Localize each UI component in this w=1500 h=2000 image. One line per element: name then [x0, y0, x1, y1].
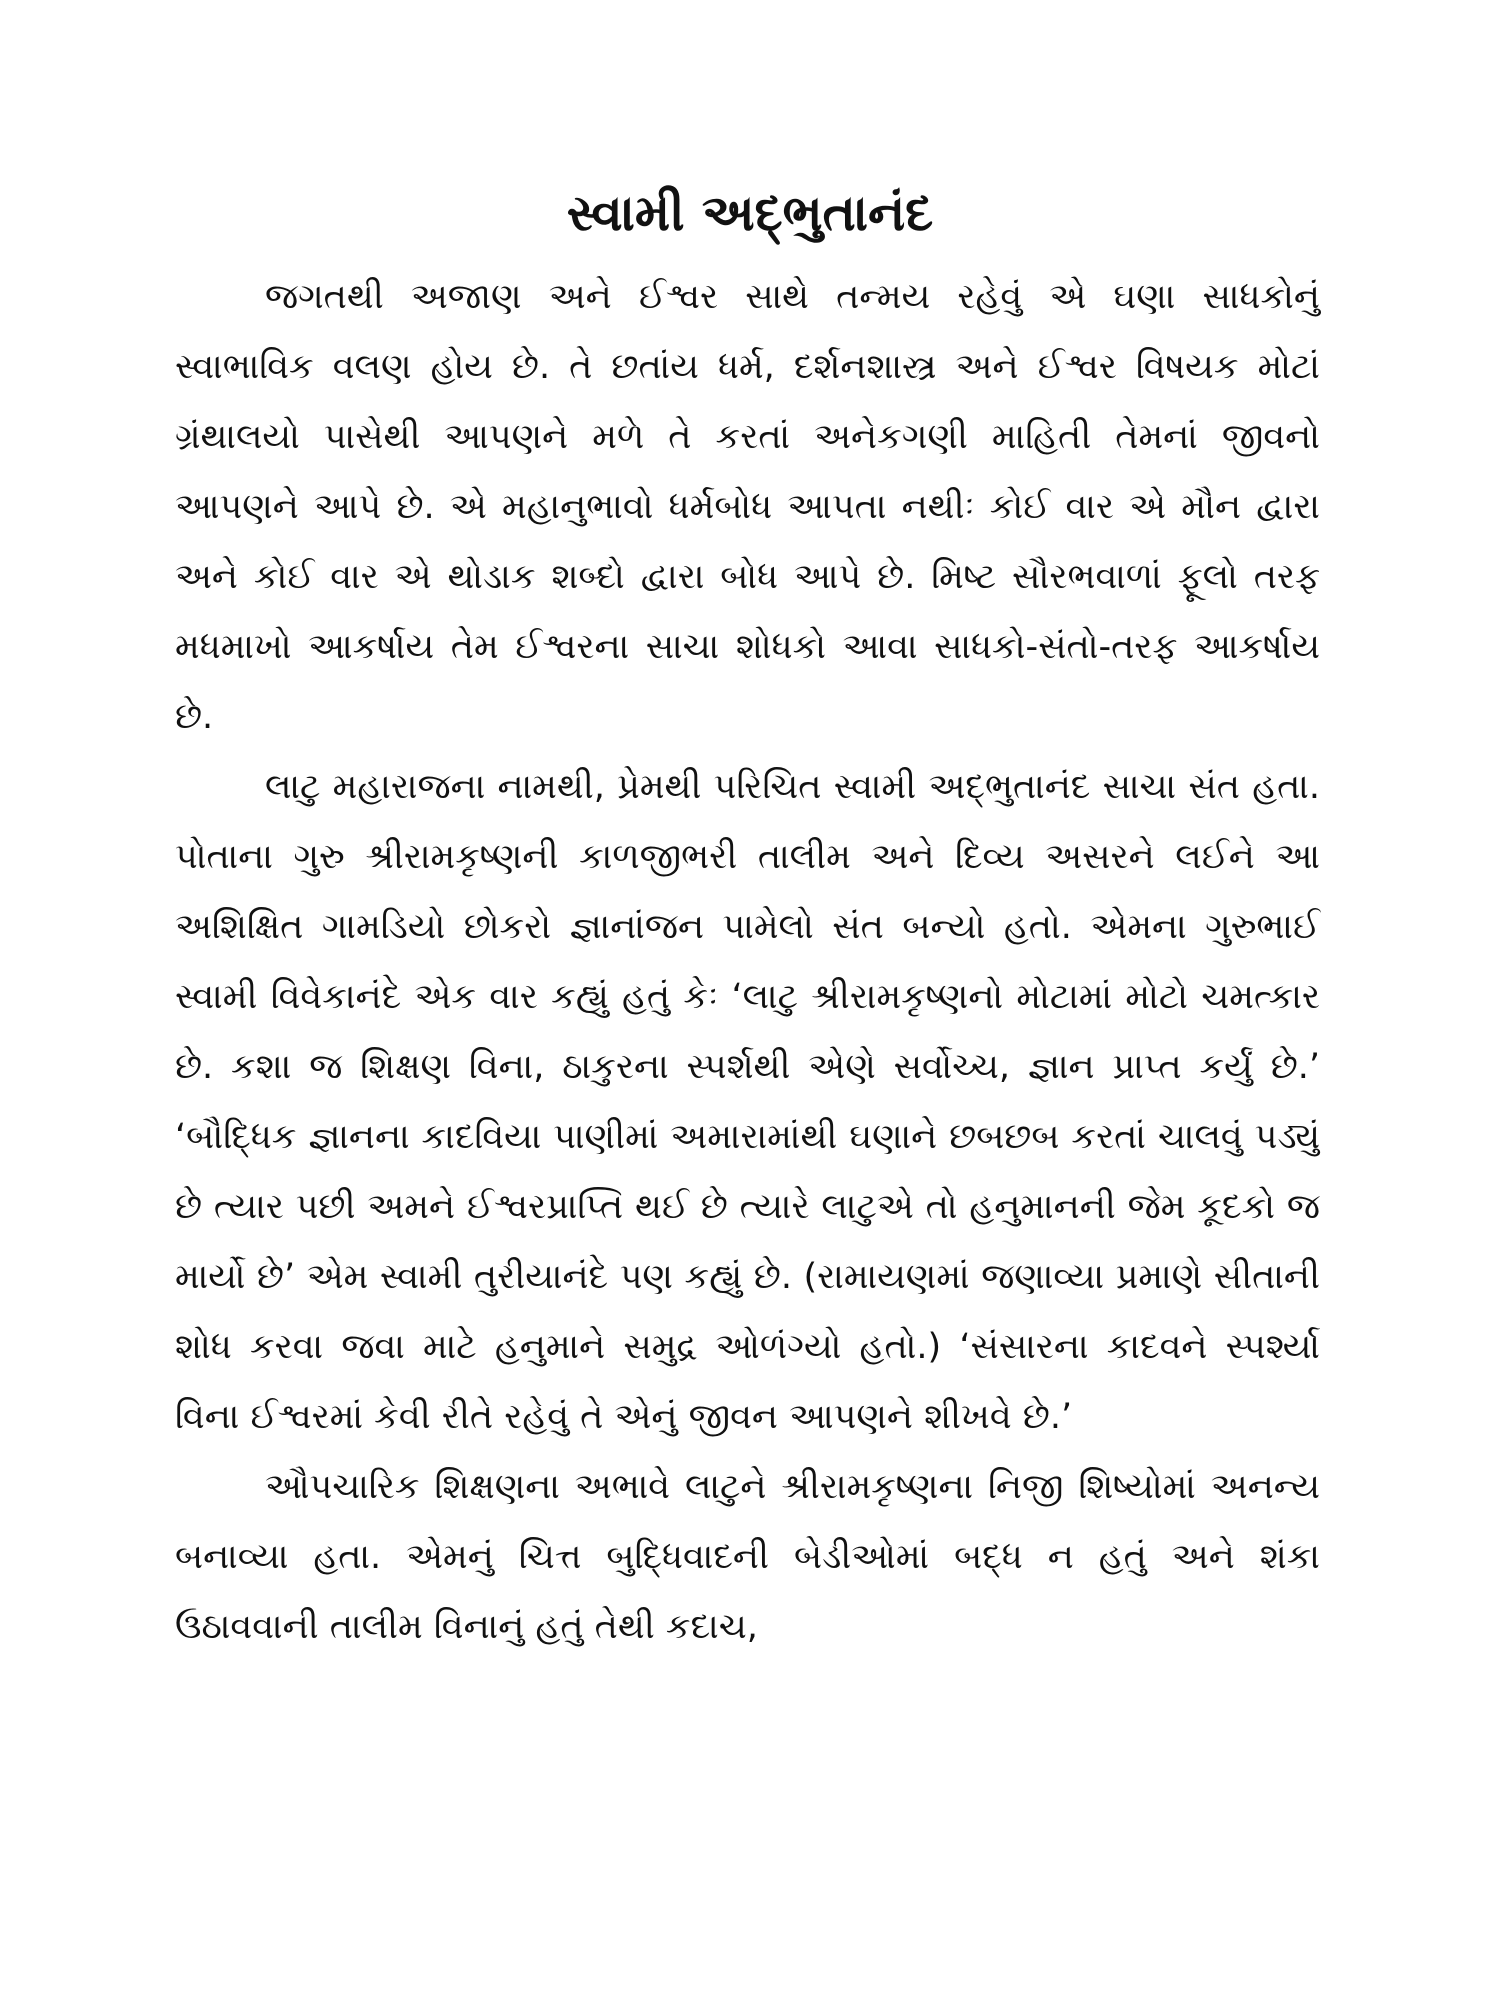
paragraph-2: લાટુ મહારાજના નામથી, પ્રેમથી પરિચિત સ્વામી અદ્ભુતાનંદ સાચા સંત હતા. પોતાના ગુરુ શ્રીરામકૃષ્ણની કાળજીભરી તાલીમ અને દિવ્ય અસરને લઈને આ અશિક્ષિત ગામડિયો છોકરો જ્ઞાનાંજન પામેલો સંત બન્યો હતો. એમના ગુરુભાઈ સ્વામી વિવેકાનંદે એક વાર કહ્યું હતું કેઃ ‘લાટુ શ્રીરામકૃષ્ણનો મોટામાં મોટો ચમત્કાર છે. કશા જ શિક્ષણ વિના, ઠાકુરના સ્પર્શથી એણે સર્વોચ્ચ, જ્ઞાન પ્રાપ્ત કર્યું છે.’ ‘બૌદ્ધિક જ્ઞાનના કાદવિયા પાણીમાં અમારામાંથી ઘણાને છબછબ કરતાં ચાલવું પડ્યું છે ત્યાર પછી અમને ઈશ્વરપ્રાપ્તિ થઈ છે ત્યારે લાટુએ તો હનુમાનની જેમ કૂદકો જ માર્યો છે’ એમ સ્વામી તુરીયાનંદે પણ કહ્યું છે. (રામાયણમાં જણાવ્યા પ્રમાણે સીતાની શોધ કરવા જવા માટે હનુમાને સમુદ્ર ઓળંગ્યો હતો.) ‘સંસારના કાદવને સ્પર્શ્યા વિના ઈશ્વરમાં કેવી રીતે રહેવું તે એનું જીવન આપણને શીખવે છે.’: [175, 767, 1320, 1437]
paragraph-1: જગતથી અજાણ અને ઈશ્વર સાથે તન્મય રહેવું એ ઘણા સાધકોનું સ્વાભાવિક વલણ હોય છે. તે છતાંય ધર્મ, દર્શનશાસ્ત્ર અને ઈશ્વર વિષયક મોટાં ગ્રંથાલયો પાસેથી આપણને મળે તે કરતાં અનેકગણી માહિતી તેમનાં જીવનો આપણને આપે છે. એ મહાનુભાવો ધર્મબોધ આપતા નથીઃ કોઈ વાર એ મૌન દ્વારા અને કોઈ વાર એ થોડાક શબ્દો દ્વારા બોધ આપે છે. મિષ્ટ સૌરભવાળાં ફૂલો તરફ મધમાખો આકર્ષાય તેમ ઈશ્વરના સાચા શોધકો આવા સાધકો-સંતો-તરફ આકર્ષાય છે.: [175, 277, 1320, 737]
body-text: [175, 262, 1320, 1662]
page-title: સ્વામી અદ્ભુતાનંદ: [566, 184, 934, 242]
paragraph-3: ઔપચારિક શિક્ષણના અભાવે લાટુને શ્રીરામકૃષ્ણના નિજી શિષ્યોમાં અનન્ય બનાવ્યા હતા. એમનું ચિત્ત બુદ્ધિવાદની બેડીઓમાં બદ્ધ ન હતું અને શંકા ઉઠાવવાની તાલીમ વિનાનું હતું તેથી કદાચ,: [175, 1467, 1320, 1647]
